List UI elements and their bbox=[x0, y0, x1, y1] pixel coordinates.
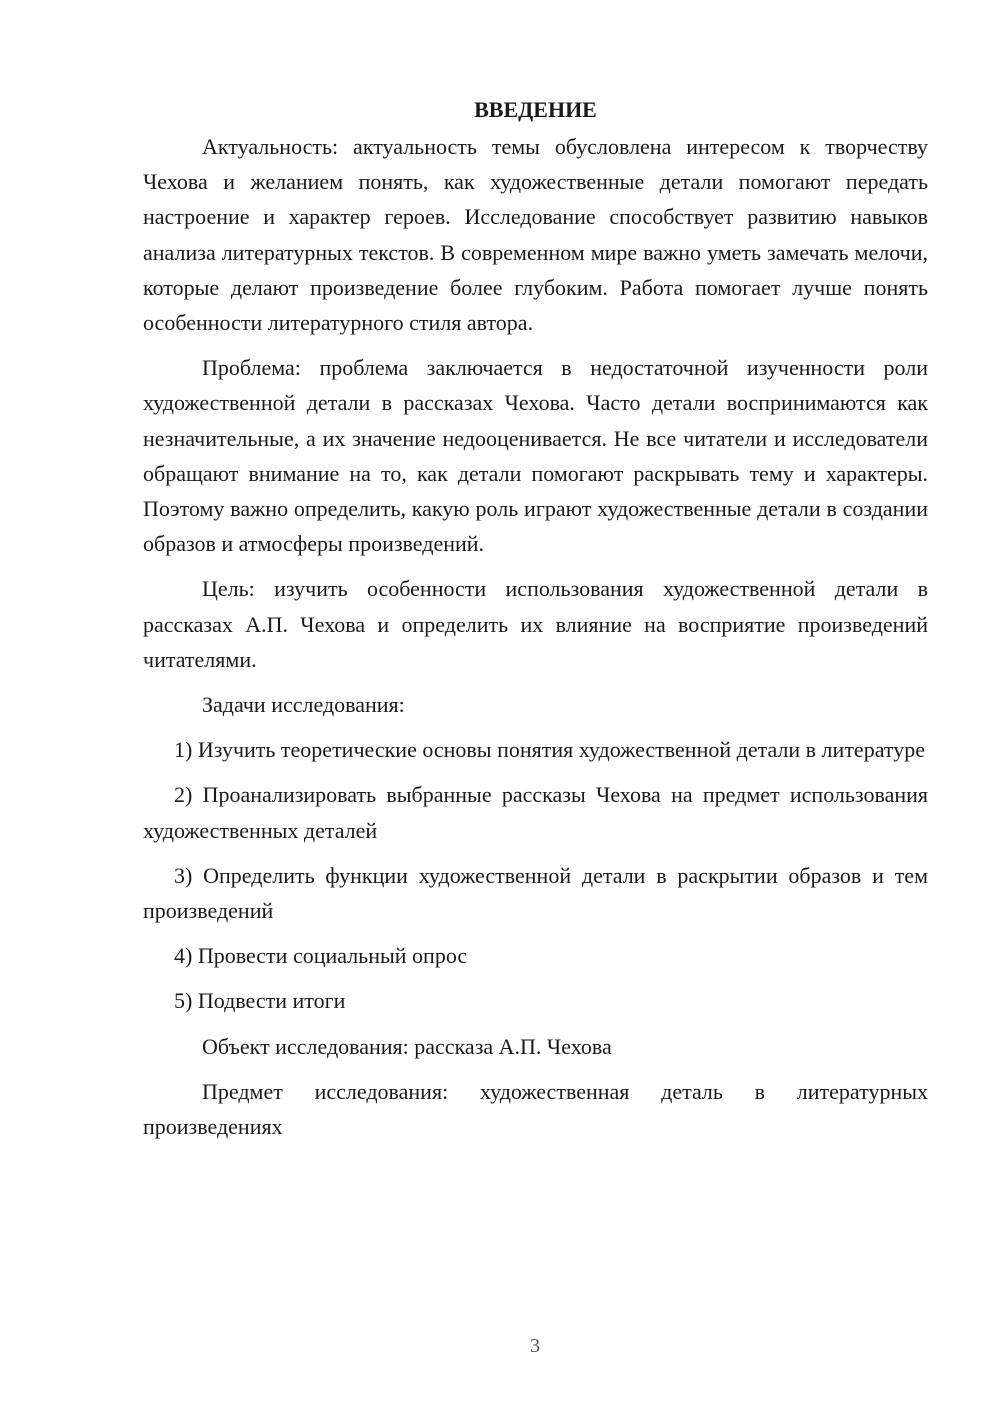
task-item-3: 3) Определить функции художественной детали в раскрытии образов и тем произведений bbox=[143, 862, 928, 924]
object-paragraph: Объект исследования: рассказа А.П. Чехова bbox=[202, 1033, 612, 1059]
document-page bbox=[143, 92, 928, 1154]
page-title: ВВЕДЕНИЕ bbox=[474, 97, 597, 122]
tasks-heading: Задачи исследования: bbox=[202, 692, 405, 718]
subject-paragraph: Предмет исследования: художественная деталь в литературных произведениях bbox=[143, 1078, 928, 1140]
task-item-1: 1) Изучить теоретические основы понятия художественной детали в литературе bbox=[174, 737, 925, 763]
goal-paragraph: Цель: изучить особенности использования художественной детали в рассказах А.П. Чехова и определить их влияние на восприятие произведений читателями. bbox=[143, 576, 928, 672]
task-item-2: 2) Проанализировать выбранные рассказы Чехова на предмет использования художественных деталей bbox=[143, 782, 928, 843]
page-number: 3 bbox=[530, 1335, 540, 1357]
task-item-4: 4) Провести социальный опрос bbox=[174, 943, 468, 969]
problem-paragraph: Проблема: проблема заключается в недостаточной изученности роли художественной детали в рассказах Чехова. Часто детали воспринимаются как незначительные, а их значение недооценивается. Не все читатели и исследователи обращают внимание на то, как детали помогают раскрывать тему и характеры. Поэтому важно определить, какую роль играют художественные детали в создании образов и атмосферы произведений. bbox=[143, 355, 928, 557]
relevance-paragraph: Актуальность: актуальность темы обусловлена интересом к творчеству Чехова и желанием понять, как художественные детали помогают передать настроение и характер героев. Исследование способствует развитию навыков анализа литературных текстов. В современном мире важно уметь замечать мелочи, которые делают произведение более глубоким. Работа помогает лучше понять особенности литературного стиля автора. bbox=[143, 134, 928, 336]
task-item-5: 5) Подвести итоги bbox=[174, 988, 346, 1014]
